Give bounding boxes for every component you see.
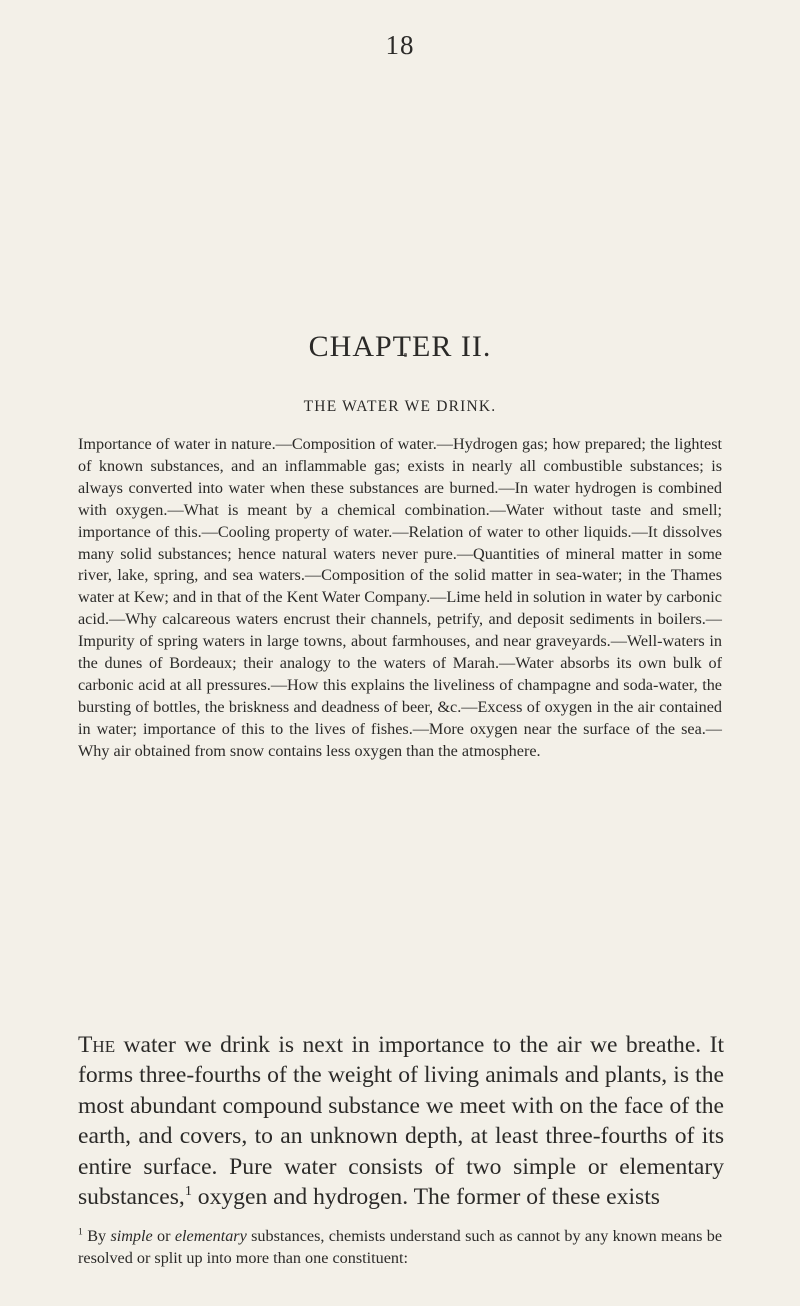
footnote-marker: 1 (78, 1226, 83, 1238)
chapter-summary: Importance of water in nature.—Composition of water.—Hydrogen gas; how prepared; the lightest of known substances, and an inflammable gas; exists in nearly all combustible substances; is always converted into water when these substances are burned.—In water hydrogen is combined with oxygen.—What is meant by a chemical combination.—Water without taste and smell; importance of this.—Cooling property of water.—Relation of water to other liquids.—It dissolves many solid substances; hence natural waters never pure.—Quantities of mineral matter in some river, lake, spring, and sea waters.—Composition of the solid matter in sea-water; in the Thames water at Kew; and in that of the Kent Water Company.—Lime held in solution in water by carbonic acid.—Why calcareous waters encrust their channels, petrify, and deposit sediments in boilers.—Impurity of spring waters in large towns, about farmhouses, and near graveyards.—Well-waters in the dunes of Bordeaux; their analogy to the waters of Marah.—Water absorbs its own bulk of carbonic acid at all pressures.—How this explains the liveliness of champagne and soda-water, the bursting of bottles, the briskness and deadness of beer, &c.—Excess of oxygen in the air contained in water; importance of this to the lives of fishes.—More oxygen near the surface of the sea.—Why air obtained from snow contains less oxygen than the atmosphere. (78, 435, 722, 760)
footnote (78, 1225, 722, 1269)
chapter-title: CHAPTER II. (308, 330, 492, 363)
footnote-text-b: or (152, 1227, 175, 1245)
chapter-subtitle: THE WATER WE DRINK. (303, 398, 497, 415)
page-number: 18 (385, 30, 415, 60)
body-paragraph (78, 1030, 724, 1212)
footnote-text-c: substances, chemists understand such as cannot by any known means be resolved or split up into more than one constituent: (78, 1227, 723, 1267)
body-lead-word: The (78, 1032, 116, 1058)
footnote-em-elementary: elementary (174, 1227, 247, 1245)
footnote-reference: 1 (184, 1183, 192, 1200)
footnote-em-simple: simple (110, 1227, 153, 1245)
body-text-end: oxygen and hydrogen. The former of these exists (191, 1184, 660, 1211)
footnote-text-a: By (82, 1227, 111, 1245)
body-text: water we drink is next in importance to the air we breathe. It forms three-fourths of the weight of living animals and plants, is the most abundant compound substance we meet with on the face of the earth, and covers, to an unknown depth, at least three-fourths of its entire surface. Pure water consists of two simple or elementary substances, (78, 1032, 724, 1211)
